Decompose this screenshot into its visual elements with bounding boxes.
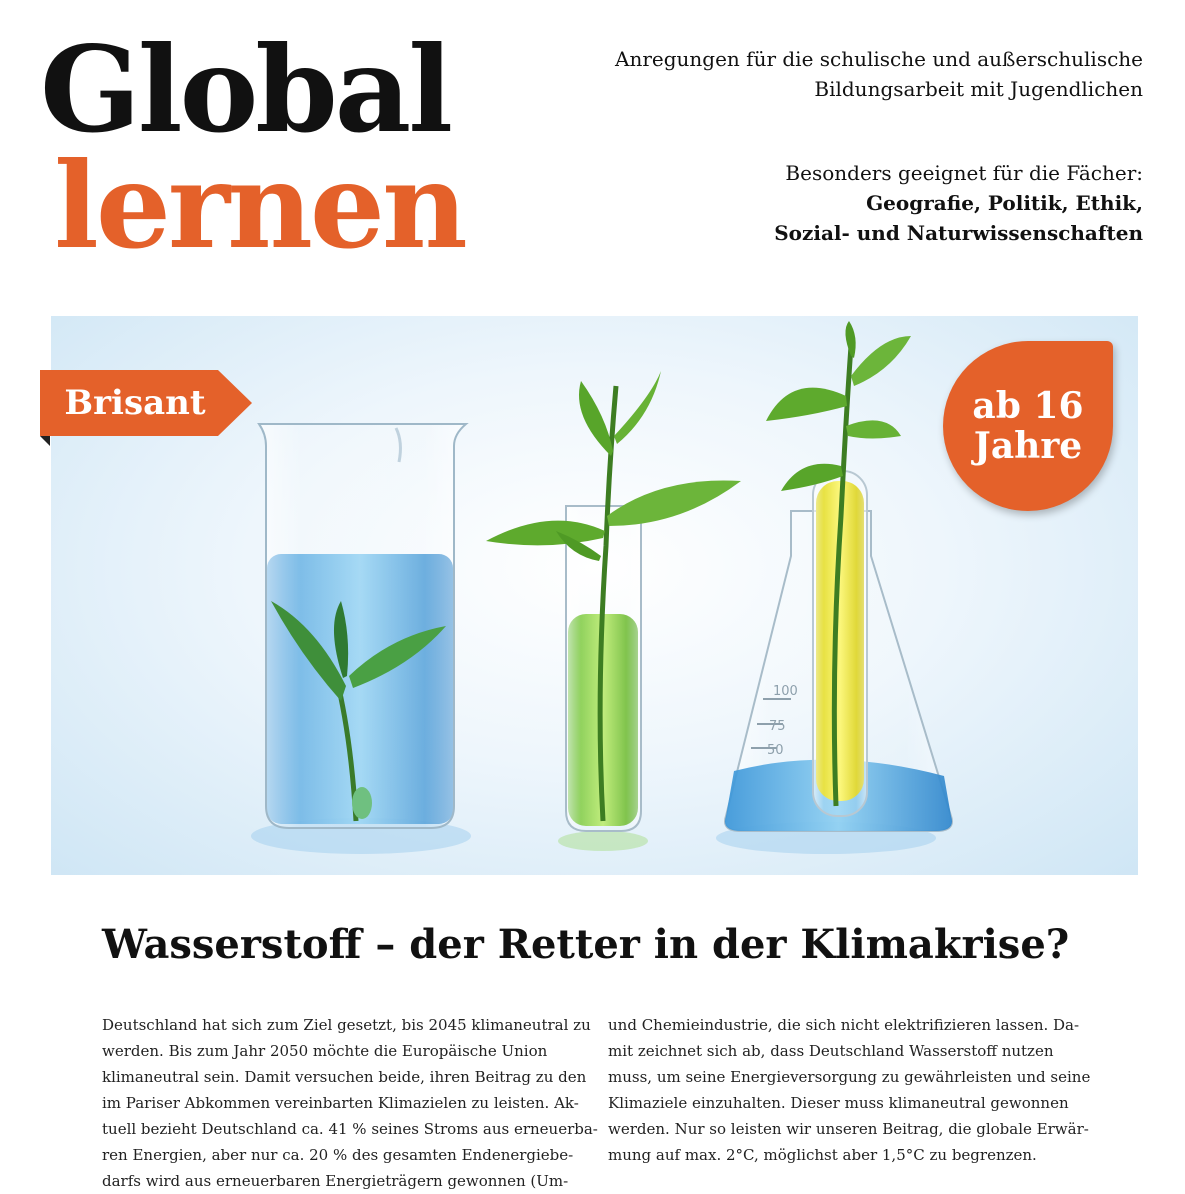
flask-scale-50: 50	[767, 743, 784, 758]
flask-scale-75: 75	[769, 719, 786, 734]
subjects-label: Besonders geeignet für die Fächer:	[785, 161, 1143, 185]
header-info	[543, 44, 1143, 248]
right-line-1: und Chemieindustrie, die sich nicht elektrifizieren lassen. Da-	[608, 1016, 1080, 1034]
article-column-right	[608, 1012, 1091, 1168]
logo	[40, 20, 465, 275]
subjects-list	[543, 188, 1143, 248]
right-line-2: mit zeichnet sich ab, dass Deutschland Wasserstoff nutzen	[608, 1042, 1054, 1060]
left-line-1: Deutschland hat sich zum Ziel gesetzt, bis 2045 klimaneutral zu	[102, 1016, 591, 1034]
right-line-5: werden. Nur so leisten wir unseren Beitrag, die globale Erwär-	[608, 1120, 1089, 1138]
right-line-3: muss, um seine Energieversorgung zu gewährleisten und seine	[608, 1068, 1091, 1086]
tagline	[543, 44, 1143, 104]
flask-scale-100: 100	[773, 684, 798, 699]
logo-lernen: lernen	[54, 136, 465, 275]
tagline-line-1: Anregungen für die schulische und außerschulische	[615, 47, 1143, 71]
logo-global: Global	[40, 20, 451, 159]
brisant-ribbon	[40, 370, 252, 436]
ribbon-label: Brisant	[64, 383, 206, 423]
left-line-7: darfs wird aus erneuerbaren Energieträgern gewonnen (Um-	[102, 1172, 569, 1190]
age-line-1: ab 16	[972, 385, 1084, 427]
age-badge	[943, 341, 1113, 511]
ribbon-fold	[40, 436, 50, 446]
right-line-4: Klimaziele einzuhalten. Dieser muss klimaneutral gewonnen	[608, 1094, 1069, 1112]
left-line-2: werden. Bis zum Jahr 2050 möchte die Europäische Union	[102, 1042, 548, 1060]
left-line-5: tuell bezieht Deutschland ca. 41 % seines Stroms aus erneuerba-	[102, 1120, 598, 1138]
left-line-3: klimaneutral sein. Damit versuchen beide, ihren Beitrag zu den	[102, 1068, 587, 1086]
right-line-6: mung auf max. 2°C, möglichst aber 1,5°C zu begrenzen.	[608, 1146, 1037, 1164]
article-title: Wasserstoff – der Retter in der Klimakrise?	[102, 921, 1070, 968]
age-line-2: Jahre	[973, 425, 1083, 467]
left-line-6: ren Energien, aber nur ca. 20 % des gesamten Endenergiebe-	[102, 1146, 574, 1164]
subjects-line-2: Sozial- und Naturwissenschaften	[774, 221, 1143, 245]
tagline-line-2: Bildungsarbeit mit Jugendlichen	[814, 77, 1143, 101]
left-line-4: im Pariser Abkommen vereinbarten Klimazielen zu leisten. Ak-	[102, 1094, 579, 1112]
subjects-line-1: Geografie, Politik, Ethik,	[866, 191, 1143, 215]
article-column-left	[102, 1012, 598, 1194]
